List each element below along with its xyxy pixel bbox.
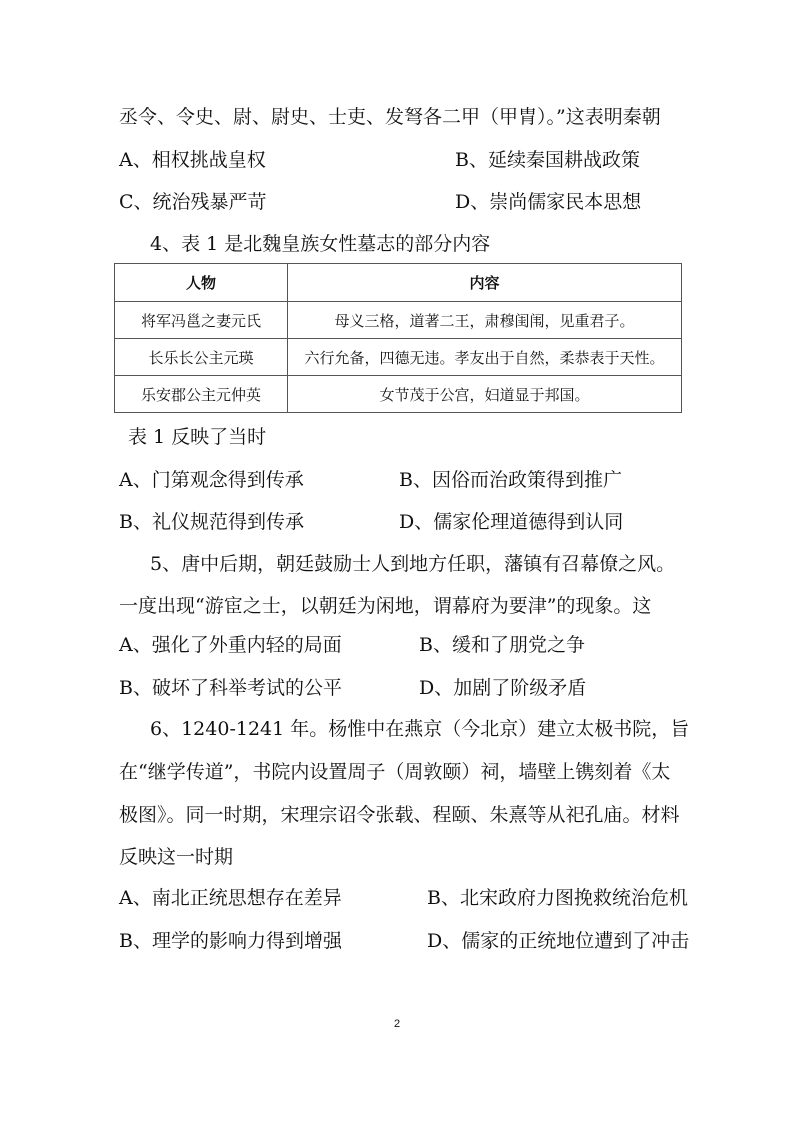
q4-option-d: D、儒家伦理道德得到认同 xyxy=(399,511,624,533)
q6-option-d: D、儒家的正统地位遭到了冲击 xyxy=(427,930,690,952)
q5-option-d: D、加剧了阶级矛盾 xyxy=(419,677,587,699)
q3-option-d: D、崇尚儒家民本思想 xyxy=(455,191,642,213)
q6-line-1: 6、1240-1241 年。杨惟中在燕京（今北京）建立太极书院，旨 xyxy=(150,718,690,740)
q5-option-c: B、破坏了科举考试的公平 xyxy=(119,677,342,699)
q3-option-b: B、延续秦国耕战政策 xyxy=(455,149,640,171)
table-cell-content: 女节茂于公宫，妇道显于邦国。 xyxy=(288,376,682,413)
q4-after-table: 表 1 反映了当时 xyxy=(128,426,267,448)
q6-line-4: 反映这一时期 xyxy=(119,846,234,868)
q3-stem-tail: 丞令、令史、尉、尉史、士吏、发弩各二甲（甲胄）。”这表明秦朝 xyxy=(119,106,661,128)
page-number: 2 xyxy=(393,1018,401,1030)
q3-option-a: A、相权挑战皇权 xyxy=(119,149,266,171)
table-header-person: 人物 xyxy=(115,264,288,302)
table-header-row xyxy=(115,264,682,302)
q5-line-2: 一度出现“游宦之士，以朝廷为闲地，谓幕府为要津”的现象。这 xyxy=(119,595,652,617)
q4-option-c: B、礼仪规范得到传承 xyxy=(119,511,304,533)
q3-option-c: C、统治残暴严苛 xyxy=(119,191,267,213)
q6-line-3: 极图》。同一时期，宋理宗诏令张载、程颐、朱熹等从祀孔庙。材料 xyxy=(119,804,680,826)
q5-option-a: A、强化了外重内轻的局面 xyxy=(119,634,342,656)
table-cell-content: 母义三格，道著二王，肃穆闺闱，见重君子。 xyxy=(288,302,682,339)
q4-stem: 4、表 1 是北魏皇族女性墓志的部分内容 xyxy=(150,233,491,255)
table-cell-content: 六行允备，四德无违。孝友出于自然，柔恭表于天性。 xyxy=(288,339,682,376)
table-row xyxy=(115,339,682,376)
table-header-content: 内容 xyxy=(288,264,682,302)
q4-option-b: B、因俗而治政策得到推广 xyxy=(399,469,622,491)
table-row xyxy=(115,302,682,339)
q6-line-2: 在“继学传道”，书院内设置周子（周敦颐）祠，墙壁上镌刻着《太 xyxy=(119,761,671,783)
q6-option-a: A、南北正统思想存在差异 xyxy=(119,887,342,909)
q4-option-a: A、门第观念得到传承 xyxy=(119,469,304,491)
q5-option-b: B、缓和了朋党之争 xyxy=(419,634,585,656)
table-cell-person: 长乐长公主元瑛 xyxy=(115,339,288,376)
table-row xyxy=(115,376,682,413)
q4-table xyxy=(114,263,682,413)
table-cell-person: 将军冯邕之妻元氏 xyxy=(115,302,288,339)
table-cell-person: 乐安郡公主元仲英 xyxy=(115,376,288,413)
q6-option-b: B、北宋政府力图挽救统治危机 xyxy=(427,887,688,909)
q5-line-1: 5、唐中后期，朝廷鼓励士人到地方任职，藩镇有召幕僚之风。 xyxy=(150,553,676,575)
q6-option-c: B、理学的影响力得到增强 xyxy=(119,930,342,952)
